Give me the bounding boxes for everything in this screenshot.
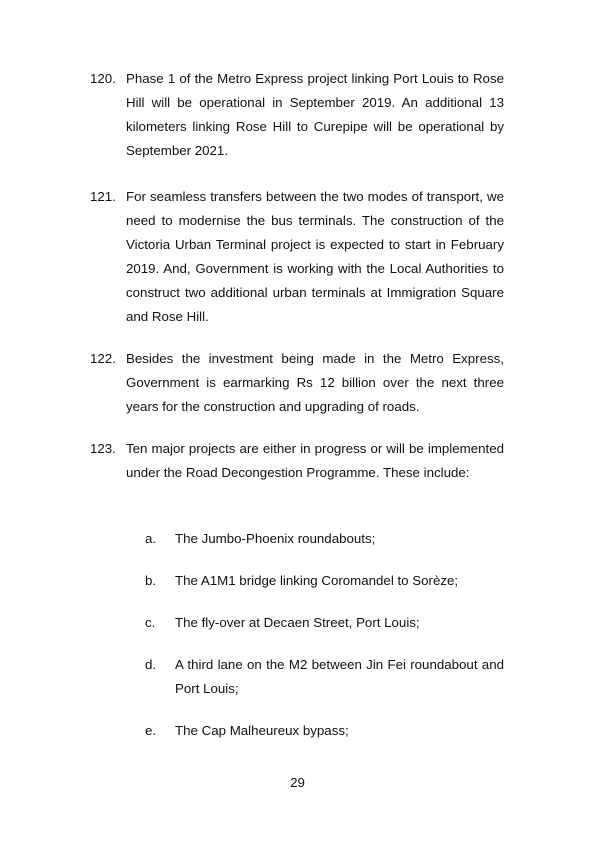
page-number: 29 bbox=[290, 775, 305, 790]
list-item-letter: d. bbox=[145, 657, 157, 672]
paragraph-123 bbox=[90, 437, 504, 485]
list-item-e bbox=[145, 719, 504, 743]
list-item-letter: a. bbox=[145, 531, 157, 546]
paragraph-number: 121. bbox=[90, 189, 116, 204]
paragraph-text: For seamless transfers between the two modes of transport, we need to modernise the bus terminals. The construction of the Victoria Urban Terminal project is expected to start in February 2019. And, Government is working with the Local Authorities to construct two additional urban terminals at Immigration Square and Rose Hill. bbox=[126, 189, 504, 324]
paragraph-120 bbox=[90, 67, 504, 163]
paragraph-text: Besides the investment being made in the Metro Express, Government is earmarking Rs 12 billion over the next three years for the construction and upgrading of roads. bbox=[126, 351, 504, 414]
paragraph-122 bbox=[90, 347, 504, 419]
list-item-text: The A1M1 bridge linking Coromandel to Sorèze; bbox=[175, 573, 459, 588]
list-item-letter: e. bbox=[145, 723, 157, 738]
list-item-c bbox=[145, 611, 504, 635]
list-item-b bbox=[145, 569, 504, 593]
list-item-letter: c. bbox=[145, 615, 156, 630]
list-item-text: The Jumbo-Phoenix roundabouts; bbox=[175, 531, 376, 546]
paragraph-number: 122. bbox=[90, 351, 116, 366]
list-item-text: The Cap Malheureux bypass; bbox=[175, 723, 349, 738]
paragraph-number: 120. bbox=[90, 71, 116, 86]
paragraph-text: Ten major projects are either in progress or will be implemented under the Road Decongestion Programme. These include: bbox=[126, 441, 504, 480]
list-item-d bbox=[145, 653, 504, 701]
list-item-a bbox=[145, 527, 504, 551]
list-item-text: A third lane on the M2 between Jin Fei roundabout and Port Louis; bbox=[175, 657, 504, 696]
paragraph-number: 123. bbox=[90, 441, 116, 456]
list-item-letter: b. bbox=[145, 573, 157, 588]
paragraph-121 bbox=[90, 185, 504, 329]
list-item-text: The fly-over at Decaen Street, Port Louis; bbox=[175, 615, 420, 630]
paragraph-text: Phase 1 of the Metro Express project linking Port Louis to Rose Hill will be operational in September 2019. An additional 13 kilometers linking Rose Hill to Curepipe will be operational by September 2021. bbox=[126, 71, 504, 158]
